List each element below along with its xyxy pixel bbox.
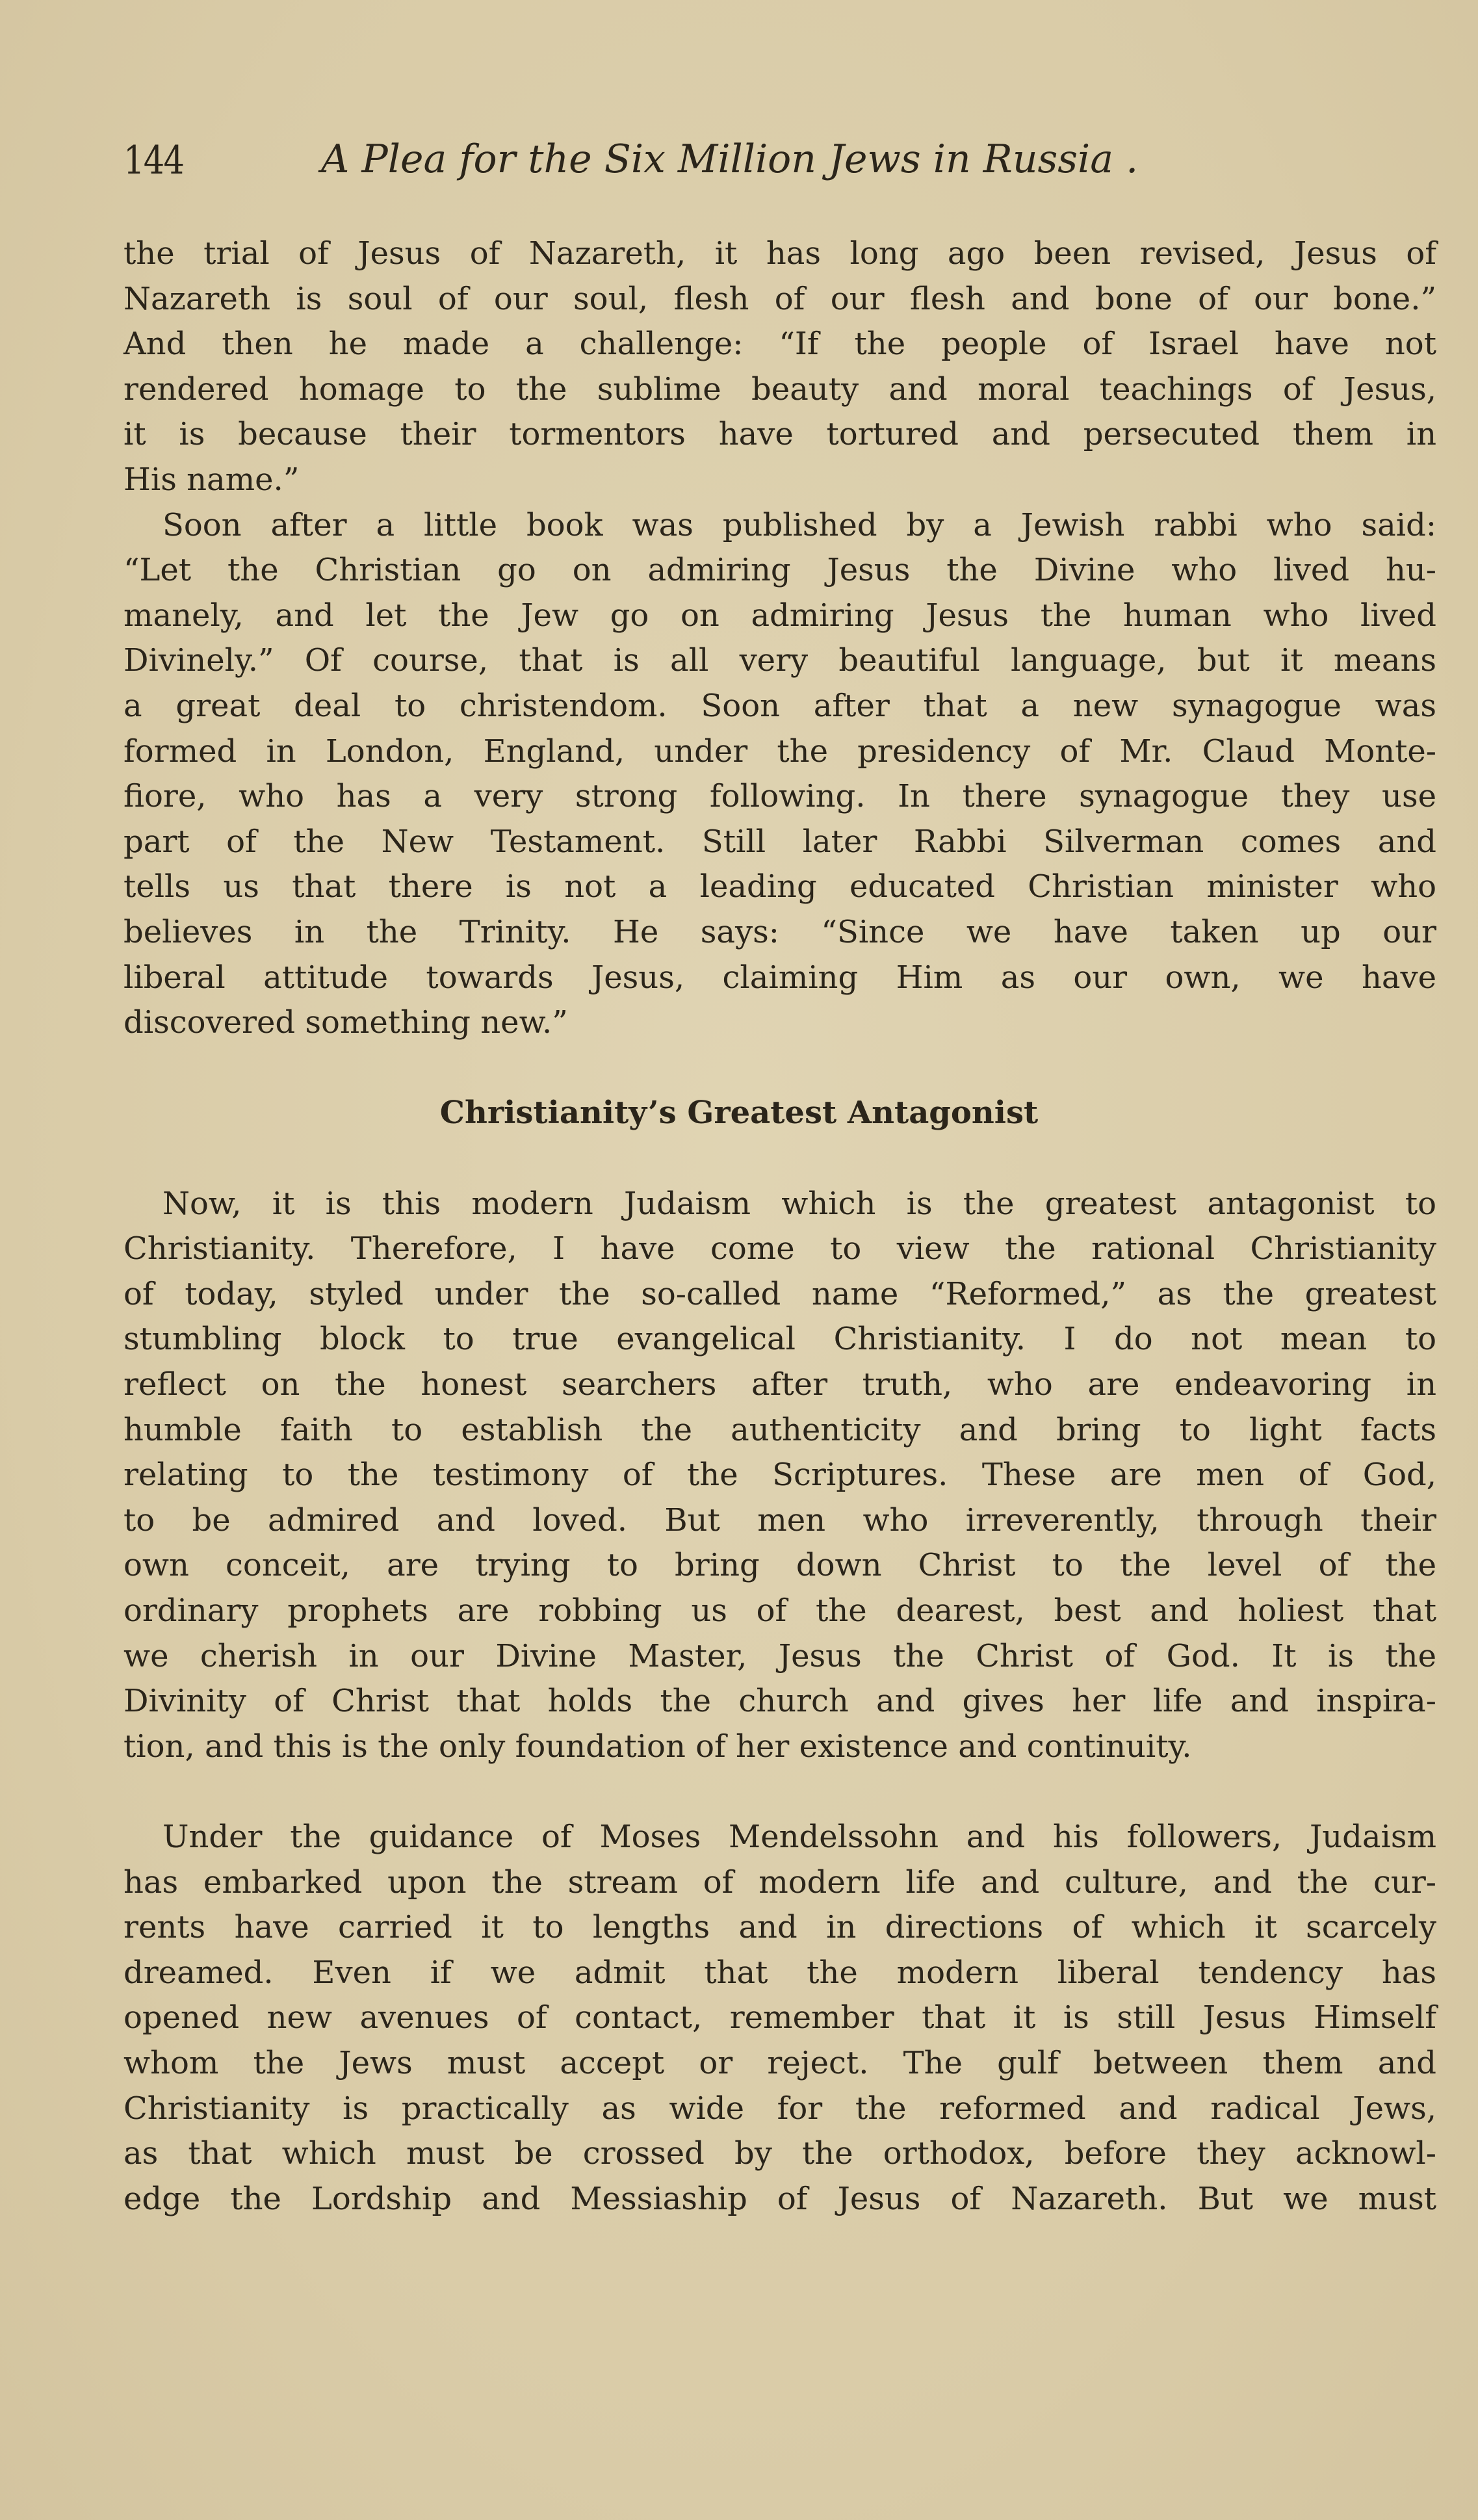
text-line: it is because their tormentors have tortured and persecuted them in: [123, 416, 1436, 453]
text-line: Christianity. Therefore, I have come to view the rational Christianity: [123, 1230, 1436, 1267]
text-line: edge the Lordship and Messiaship of Jesus of Nazareth. But we must: [123, 2180, 1436, 2217]
text-line: fiore, who has a very strong following. In there synagogue they use: [123, 778, 1436, 815]
text-line: discovered something new.”: [123, 1004, 568, 1041]
text-line: a great deal to christendom. Soon after that a new synagogue was: [123, 688, 1436, 724]
text-line: dreamed. Even if we admit that the modern liberal tendency has: [123, 1954, 1436, 1991]
text-line: formed in London, England, under the presidency of Mr. Claud Monte-: [123, 733, 1436, 770]
text-line: His name.”: [123, 461, 300, 498]
text-line: reflect on the honest searchers after truth, who are endeavoring in: [123, 1366, 1436, 1403]
text-line: Nazareth is soul of our soul, flesh of our flesh and bone of our bone.”: [123, 280, 1436, 317]
text-line: whom the Jews must accept or reject. The gulf between them and: [123, 2045, 1436, 2081]
text-line: part of the New Testament. Still later Rabbi Silverman comes and: [123, 823, 1436, 860]
text-line: Divinity of Christ that holds the church and gives her life and inspira-: [123, 1683, 1436, 1720]
text-line: as that which must be crossed by the orthodox, before they acknowl-: [123, 2135, 1436, 2172]
text-line: Divinely.” Of course, that is all very beautiful language, but it means: [123, 642, 1436, 679]
text-line: relating to the testimony of the Scriptures. These are men of God,: [123, 1457, 1436, 1494]
text-line: we cherish in our Divine Master, Jesus the Christ of God. It is the: [123, 1637, 1436, 1674]
text-line: humble faith to establish the authenticity and bring to light facts: [123, 1411, 1436, 1448]
text-line: Now, it is this modern Judaism which is the greatest antagonist to: [162, 1185, 1436, 1222]
text-line: rents have carried it to lengths and in directions of which it scarcely: [123, 1909, 1436, 1946]
text-line: the trial of Jesus of Nazareth, it has long ago been revised, Jesus of: [123, 235, 1436, 272]
text-line: tion, and this is the only foundation of her existence and continuity.: [123, 1728, 1192, 1765]
running-title: A Plea for the Six Million Jews in Russia .: [321, 136, 1139, 182]
text-line: And then he made a challenge: “If the people of Israel have not: [123, 326, 1436, 363]
text-line: own conceit, are trying to bring down Christ to the level of the: [123, 1547, 1436, 1584]
text-line: manely, and let the Jew go on admiring Jesus the human who lived: [123, 597, 1436, 634]
text-line: to be admired and loved. But men who irreverently, through their: [123, 1501, 1436, 1539]
text-line: Christianity is practically as wide for the reformed and radical Jews,: [123, 2090, 1436, 2127]
text-line: stumbling block to true evangelical Christianity. I do not mean to: [123, 1321, 1436, 1358]
text-line: tells us that there is not a leading educated Christian minister who: [123, 868, 1436, 905]
text-line: liberal attitude towards Jesus, claiming Him as our own, we have: [123, 959, 1436, 996]
text-line: of today, styled under the so-called name “Reformed,” as the greatest: [123, 1275, 1436, 1312]
text-line: Under the guidance of Moses Mendelssohn and his followers, Judaism: [162, 1819, 1436, 1855]
text-line: Soon after a little book was published by a Jewish rabbi who said:: [162, 506, 1436, 543]
text-line: has embarked upon the stream of modern life and culture, and the cur-: [123, 1864, 1436, 1901]
section-heading: Christianity’s Greatest Antagonist: [439, 1095, 1039, 1132]
text-line: opened new avenues of contact, remember that it is still Jesus Himself: [123, 1999, 1436, 2036]
page-number: 144: [123, 138, 184, 183]
text-line: rendered homage to the sublime beauty and moral teachings of Jesus,: [123, 370, 1436, 408]
text-line: believes in the Trinity. He says: “Since we have taken up our: [123, 914, 1436, 950]
text-line: “Let the Christian go on admiring Jesus the Divine who lived hu-: [123, 552, 1436, 589]
text-line: ordinary prophets are robbing us of the dearest, best and holiest that: [123, 1592, 1436, 1629]
